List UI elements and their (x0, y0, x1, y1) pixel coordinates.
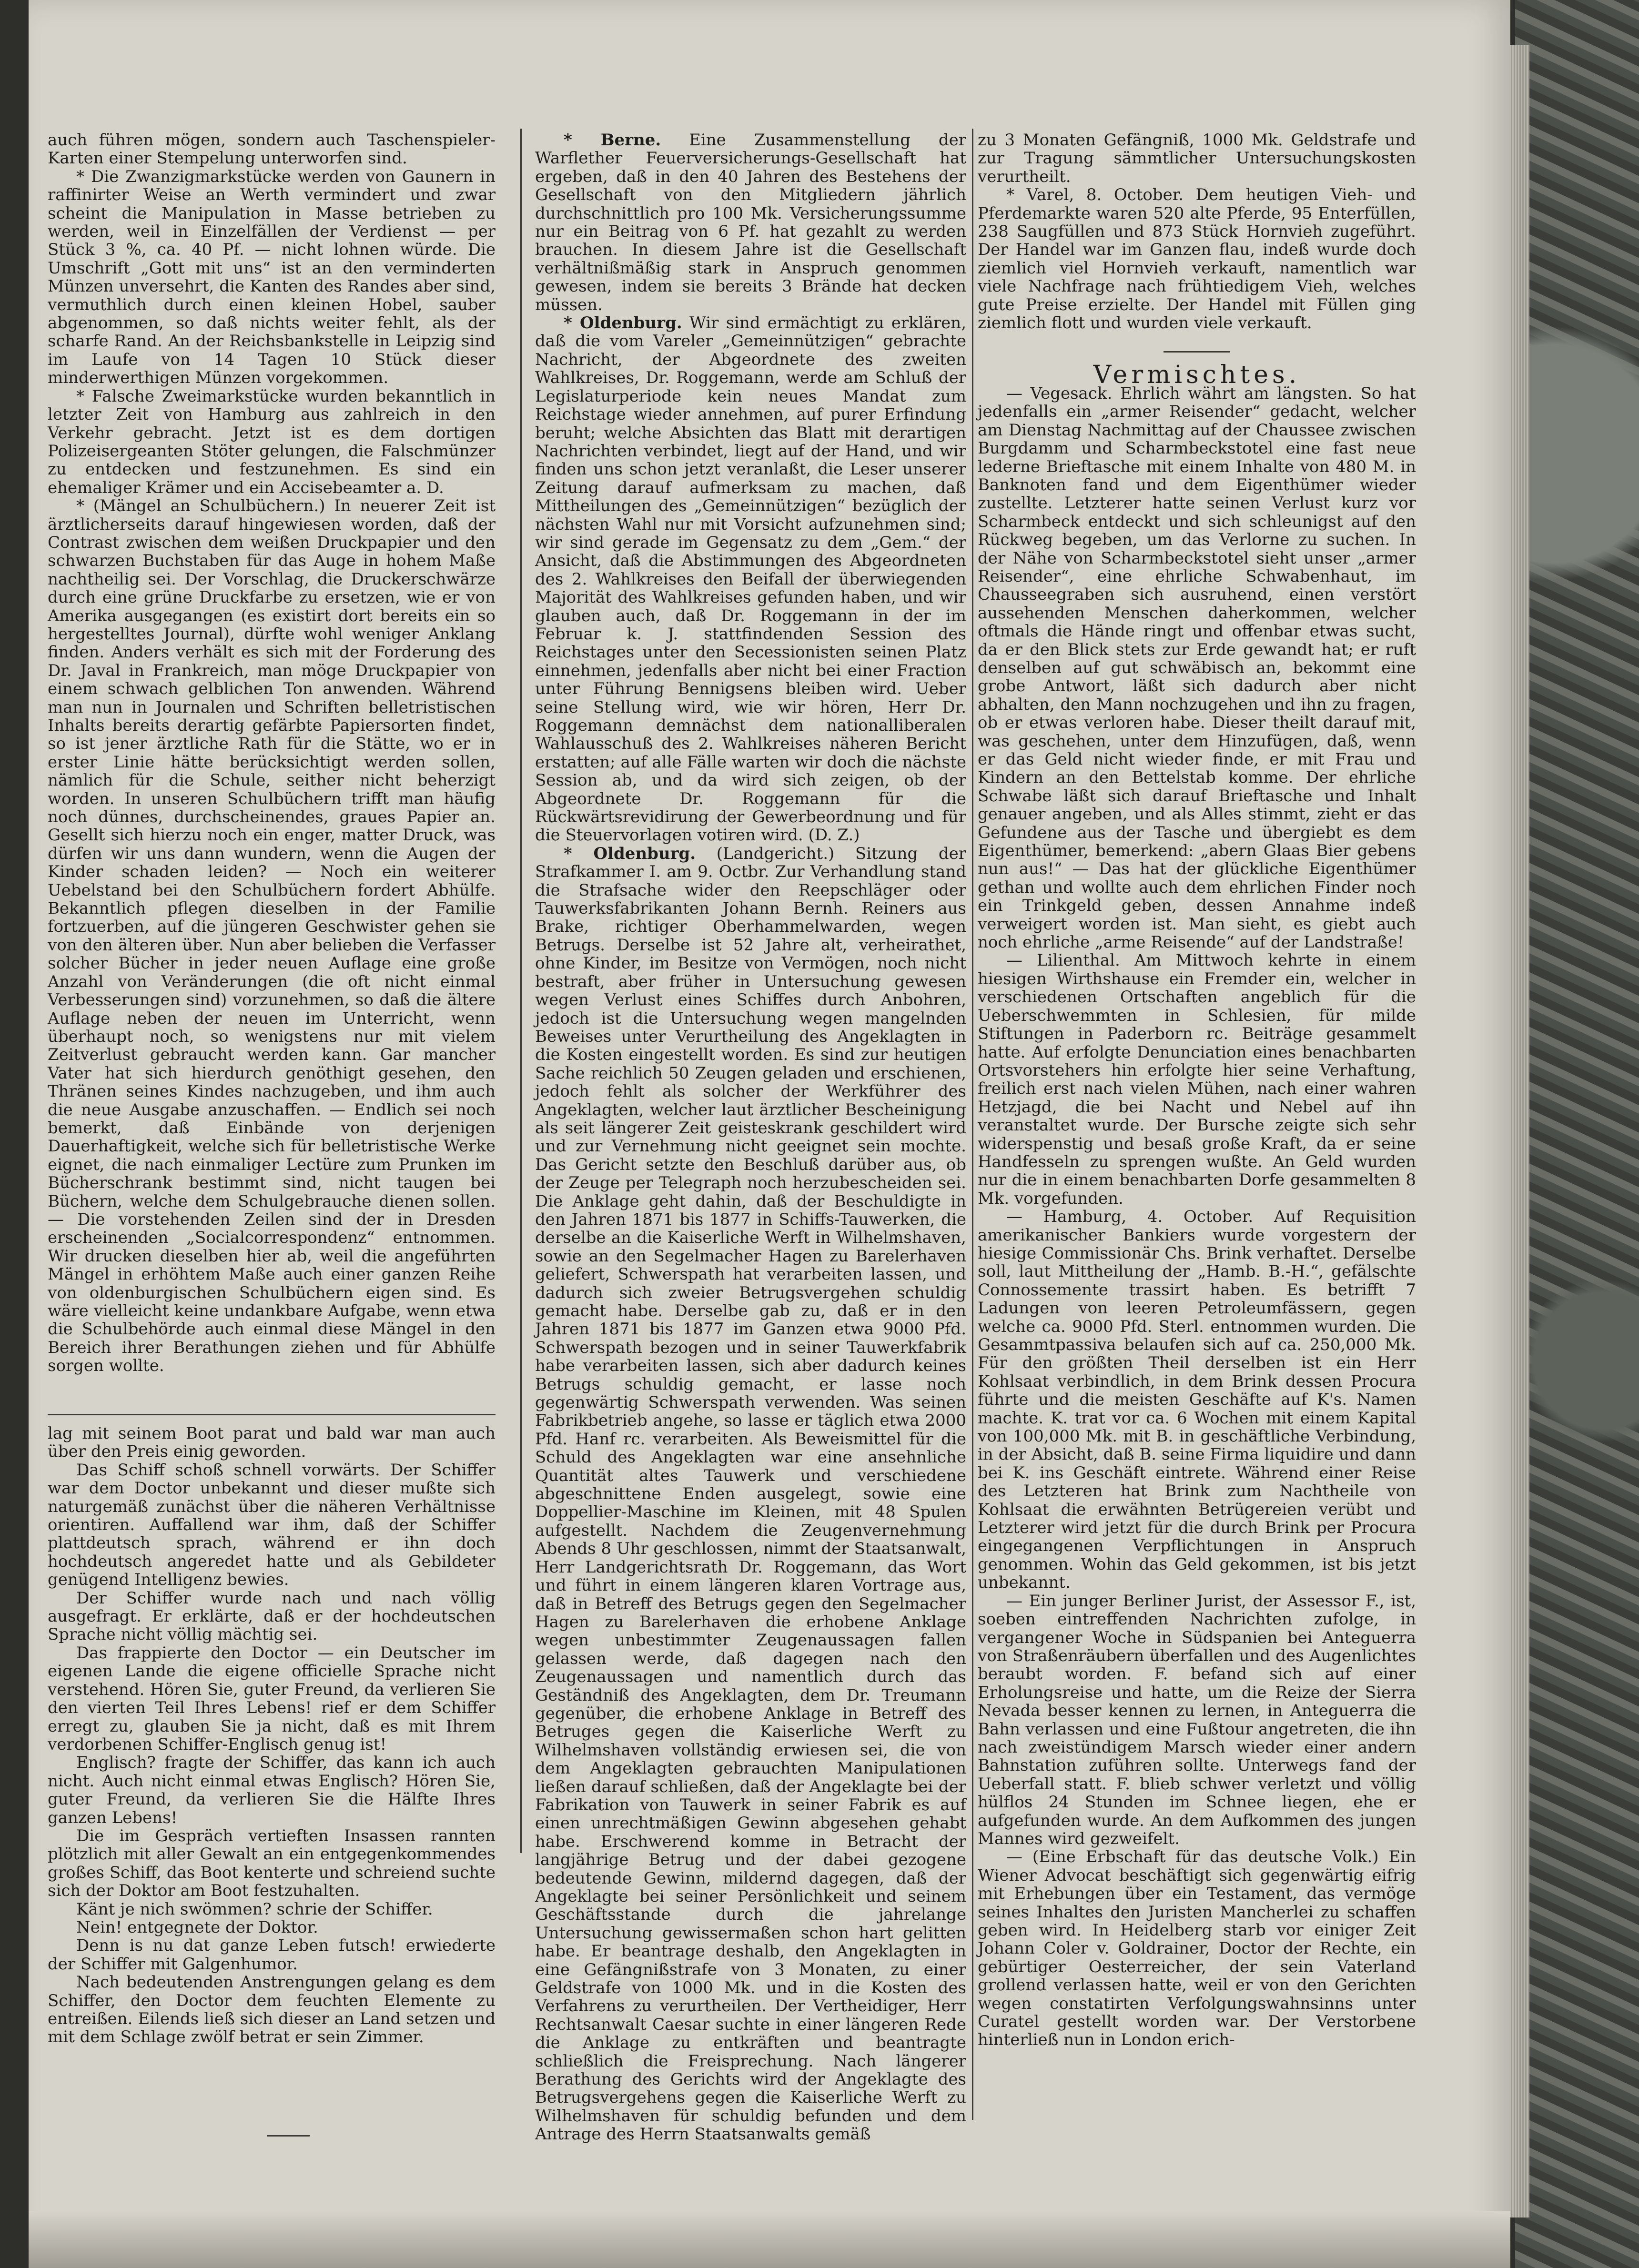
news-item-varel: * Varel, 8. October. Dem heutigen Vieh- und Pferdemarkte waren 520 alte Pferde, 95 Enterfüllen, 238 Saugfüllen und 873 Stück Hornvieh zugeführt. Der Handel war im Ganzen flau, indeß wurde doch ziemlich viel Hornvieh verkauft, namentlich war viele Nachfrage nach frühtiedigem Vieh, welches gute Preise erzielte. Der Handel mit Füllen ging ziemlich flott und wurden viele verkauft. (978, 185, 1416, 333)
news-item-erbschaft: — (Eine Erbschaft für das deutsche Volk.) Ein Wiener Advocat beschäftigt sich gegenwärtig eifrig mit Erhebungen über ein Testament, das vermöge seines Inhaltes den Juristen Mancherlei zu schaffen geben wird. In Heidelberg starb vor einiger Zeit Johann Coler v. Goldrainer, Doctor der Rechte, ein gebürtiger Oesterreicher, der sein Vaterland grollend verlassen hatte, weil er von den Gerichten wegen constatirten Verfolgungswahnsinns unter Curatel gestellt worden war. Der Verstorbene hinterließ nun in London erich- (978, 1847, 1416, 2050)
col3-paragraph: zu 3 Monaten Gefängniß, 1000 Mk. Geldstrafe und zur Tragung sämmtlicher Untersuchungskosten verurtheilt. (978, 131, 1416, 186)
story-paragraph: Känt je nich swömmen? schrie der Schiffer. (76, 1899, 433, 1919)
news-item-oldenburg-1 (535, 314, 966, 845)
end-rule (267, 2135, 310, 2137)
news-item-jurist: — Ein junger Berliner Jurist, der Assessor F., ist, soeben eintreffenden Nachrichten zufolge, in vergangener Woche in Südspanien bei Anteguerra von Straßenräubern überfallen und des Augenlichtes beraubt worden. F. befand sich auf einer Erholungsreise und hatte, um die Reize der Sierra Nevada besser kennen zu lernen, in Anteguerra die Bahn verlassen und eine Fußtour angetreten, die ihn nach zweistündigem Marsch wieder einer andern Bahnstation zuführen sollte. Unterwegs fand der Ueberfall statt. F. blieb schwer verletzt und völlig hülflos 24 Stunden im Schnee liegen, ehe er aufgefunden wurde. An dem Aufkommen des jungen Mannes wird gezweifelt. (978, 1591, 1416, 1848)
col1-paragraph: * Falsche Zweimarkstücke wurden bekanntlich in letzter Zeit von Hamburg aus zahlreich in den Verkehr gebracht. Jetzt ist es dem dortigen Polizeisergeanten Stöter gelungen, die Falschmünzer zu entdecken und festzunehmen. Es sind ein ehemaliger Krämer und ein Accisebeamter a. D. (48, 386, 496, 497)
column-3 (978, 131, 1416, 2049)
news-item-lilienthal: — Lilienthal. Am Mittwoch kehrte in einem hiesigen Wirthshause ein Fremder ein, welcher in verschiedenen Ortschaften angeblich für die Ueberschwemmten in Schlesien, für milde Stiftungen in Paderborn rc. Beiträge gesammelt hatte. Auf erfolgte Denunciation eines benachbarten Ortsvorstehers hin erfolgte hier seine Verhaftung, freilich erst nach vielen Mühen, nach einer wahren Hetzjagd, die bei Nacht und Nebel auf ihn veranstaltet wurde. Der Bursche zeigte sich sehr widerspenstig und besaß große Kraft, da er seine Handfesseln zu sprengen wußte. An Geld wurden nur die in einem benachbarten Dorfe gesammelten 8 Mk. vorgefunden. (978, 951, 1416, 1208)
news-text: Wir sind ermächtigt zu erklären, daß die vom Vareler „Gemeinnützigen“ gebrachte Nachricht, der Abgeordnete des zweiten Wahlkreises, Dr. Roggemann, werde am Schluß der Legislaturperiode kein neues Mandat zum Reichstage wieder annehmen, auf purer Erfindung beruht; welche Absichten das Blatt mit derartigen Nachrichten verbindet, liegt auf der Hand, und wir finden uns schon jetzt veranlaßt, die Leser unserer Zeitung darauf aufmerksam zu machen, daß Mittheilungen des „Gemeinnützigen“ bezüglich der nächsten Wahl nur mit Vorsicht aufzunehmen sind; wir sind gerade im Gegensatz zu dem „Gem.“ der Ansicht, daß die Abstimmungen des Abgeordneten des 2. Wahlkreises den Beifall der überwiegenden Majorität des Wahlkreises gefunden haben, und wir glauben auch, daß Dr. Roggemann in der im Februar k. J. stattfindenden Session des Reichstages unter den Secessionisten seinen Platz einnehmen, jedenfalls aber nicht bei einer Fraction unter Führung Bennigsens bleiben wird. Ueber seine Stellung wird, wie wir hören, Herr Dr. Roggemann demnächst dem nationalliberalen Wahlausschuß des 2. Wahlkreises näheren Bericht erstatten; auf alle Fälle warten wir doch die nächste Session ab, und da wird sich zeigen, ob der Abgeordnete Dr. Roggemann für die Rückwärtsrevidirung der Gewerbeordnung und für die Steuervorlagen votiren wird. (D. Z.) (535, 313, 967, 845)
section-divider (1163, 351, 1230, 353)
marbled-book-edge (1515, 0, 1639, 2268)
section-title: Vermischtes. (1093, 361, 1301, 390)
dateline: * Oldenburg. (564, 313, 682, 333)
news-text: (Landgericht.) Sitzung der Strafkammer I. am 9. Octbr. Zur Verhandlung stand die Strafsache wider den Reepschläger oder Tauwerksfabrikanten Johann Bernh. Reiners aus Brake, richtiger Oberhammelwarden, wegen Betrugs. Derselbe ist 52 Jahre alt, verheirathet, ohne Kinder, im Besitze von Vermögen, noch nicht bestraft, aber früher in Untersuchung gewesen wegen Verlust eines Schiffes durch Anbohren, jedoch ist die Untersuchung wegen mangelnden Beweises unter Verurtheilung des Angeklagten in die Kosten eingestellt worden. Es sind zur heutigen Sache reichlich 50 Zeugen geladen und erschienen, jedoch fehlt als solcher der Werkführer des Angeklagten, welcher laut ärztlicher Bescheinigung als seit längerer Zeit geisteskrank geschildert wird und zur Vernehmung nicht geeignet sein mochte. Das Gericht setzte den Beschluß darüber aus, ob der Zeuge per Telegraph noch herzubescheiden sei. Die Anklage geht dahin, daß der Beschuldigte in den Jahren 1871 bis 1877 in Schiffs-Tauwerken, die derselbe an die Kaiserliche Werft in Wilhelmshaven, sowie an den Segelmacher Hagen zu Barelerhaven geliefert, Schwerspath hat verarbeiten lassen, und dadurch sich zweier Betrugsvergehen schuldig gemacht habe. Derselbe gab zu, daß er in den Jahren 1871 bis 1877 im Ganzen etwa 9000 Pfd. Schwerspath bezogen und in seiner Tauwerkfabrik habe verarbeiten lassen, sich aber dadurch keines Betrugs schuldig gemacht, er lasse noch gegenwärtig Schwerspath verwenden. Was seinen Fabrikbetrieb angehe, so lasse er täglich etwa 2000 Pfd. Hanf rc. verarbeiten. Als Beweismittel für die Schuld des Angeklagten war eine ansehnliche Quantität altes Tauwerk und verschiedene abgeschnittene Enden ausgelegt, sowie eine Doppellier-Maschine im Kleinen, mit 48 Spulen aufgestellt. Nachdem die Zeugenvernehmung Abends 8 Uhr geschlossen, nimmt der Staatsanwalt, Herr Landgerichtsrath Dr. Roggemann, das Wort und führt in einem längeren klaren Vortrage aus, daß in Betreff des Betrugs gegen den Segelmacher Hagen zu Barelerhaven die erhobene Anklage wegen unbestimmter Zeugenaussagen fallen gelassen werde, daß dagegen nach den Zeugenaussagen und namentlich durch das Geständniß des Angeklagten, dem Dr. Treumann gegenüber, die erhobene Anklage in Betreff des Betruges gegen die Kaiserliche Werft zu Wilhelmshaven vollständig erwiesen sei, die von dem Angeklagten gebrauchten Manipulationen ließen darauf schließen, daß der Angeklagte bei der Fabrikation von Tauwerk in seiner Fabrik es auf einen unrechtmäßigen Gewinn abgesehen gehabt habe. Erschwerend komme in Betracht der langjährige Betrug und der dabei gezogene bedeutende Gewinn, mildernd dagegen, daß der Angeklagte bei seiner Persönlichkeit und seinem Geschäftsstande durch die jahrelange Untersuchung gewissermaßen schon hart gelitten habe. Er beantrage deshalb, den Angeklagten in eine Gefängnißstrafe von 3 Monaten, zu einer Geldstrafe von 1000 Mk. und in die Kosten des Verfahrens zu verurtheilen. Der Vertheidiger, Herr Rechtsanwalt Caesar suchte in einer längeren Rede die Anklage zu entkräften und beantragte schließlich die Freisprechung. Nach längerer Berathung des Gerichts wird der Angeklagte des Betrugsvergehens gegen die Kaiserliche Werft zu Wilhelmshaven für schuldig befunden und dem Antrage des Herrn Staatsanwalts gemäß (535, 844, 966, 2144)
story-paragraph: Nach bedeutenden Anstrengungen gelang es dem Schiffer, den Doctor dem feuchten Elemente zu entreißen. Eilends ließ sich dieser an Land setzen und mit dem Schlage zwölf betrat er sein Zimmer. (48, 1973, 496, 2047)
story-paragraph: Englisch? fragte der Schiffer, das kann ich auch nicht. Auch nicht einmal etwas Englisch? Hören Sie, guter Freund, da verlieren Sie die Hälfte Ihres ganzen Lebens! (48, 1753, 496, 1827)
column-1-story-continuation (48, 1424, 496, 2046)
news-item-vegesack: — Vegesack. Ehrlich währt am längsten. So hat jedenfalls ein „armer Reisender“ gedacht, welcher am Dienstag Nachmittag auf der Chaussee zwischen Burgdamm und Scharmbeckstotel eine fast neue lederne Brieftasche mit einem Inhalte von 480 M. in Banknoten fand und dem Eigenthümer wieder zustellte. Letzterer hatte seinen Verlust kurz vor Scharmbeck entdeckt und sich schleunigst auf den Rückweg begeben, um das Verlorne zu suchen. In der Nähe von Scharmbeckstotel sieht unser „armer Reisender“, eine ehrliche Schwabenhaut, im Chausseegraben sich ausruhend, einen verstört aussehenden Menschen daherkommen, welcher oftmals die Hände ringt und offenbar etwas sucht, da er den Blick stets zur Erde gewandt hat; er ruft denselben auf gut schwäbisch an, bekommt eine grobe Antwort, läßt sich dadurch aber nicht abhalten, den Mann nochzugehen und ihn zu fragen, ob er etwas verloren habe. Dieser theilt darauf mit, was geschehen, unter dem Hinzufügen, daß, wenn er das Geld nicht wieder finde, er mit Frau und Kindern an den Bettelstab komme. Der ehrliche Schwabe läßt sich darauf Brieftasche und Inhalt genauer angeben, und als Alles stimmt, zieht er das Gefundene aus der Tasche und übergiebt es dem Eigenthümer, bemerkend: „abern Glaas Bier gebens nun aus!“ — Das hat der glückliche Eigenthümer gethan und wollte auch dem ehrlichen Finder noch ein Trinkgeld geben, dessen Annahme indeß verweigert worden ist. Man sieht, es giebt auch noch ehrliche „arme Reisende“ auf der Landstraße! (978, 383, 1416, 952)
story-paragraph: Die im Gespräch vertieften Insassen rannten plötzlich mit aller Gewalt an ein entgegenkommendes großes Schiff, das Boot kenterte und schreiend suchte sich der Doktor am Boot festzuhalten. (48, 1826, 496, 1901)
dateline: * Oldenburg. (564, 844, 696, 863)
news-item-oldenburg-2 (535, 845, 966, 2144)
story-paragraph: Denn is nu dat ganze Leben futsch! erwiederte der Schiffer mit Galgenhumor. (48, 1936, 496, 1974)
news-item-berne (535, 131, 966, 314)
story-paragraph: Nein! entgegnete der Doktor. (76, 1917, 318, 1937)
story-paragraph: Das frappierte den Doctor — ein Deutscher im eigenen Lande die eigene officielle Sprache nicht verstehend. Hören Sie, guter Freund, da verlieren Sie den vierten Teil Ihres Lebens! rief er dem Schiffer erregt zu, glauben Sie ja nicht, daß es mit Ihrem verdorbenen Schiffer-Englisch genug ist! (48, 1643, 496, 1754)
column-2 (535, 131, 966, 2144)
column-1 (48, 131, 496, 1375)
col1-paragraph: * (Mängel an Schulbüchern.) In neuerer Zeit ist ärztlicherseits darauf hingewiesen worden, daß der Contrast zwischen dem weißen Druckpapier und den schwarzen Buchstaben für das Auge in hohem Maße nachtheilig sei. Der Vorschlag, die Druckerschwärze durch eine grüne Druckfarbe zu ersetzen, wie er von Amerika ausgegangen (es existirt dort bereits ein so hergestelltes Journal), dürfte wohl weniger Anklang finden. Anders verhält es sich mit der Forderung des Dr. Javal in Frankreich, man möge Druckpapier von einem schwach gelblichen Ton anwenden. Während man nun in Journalen und Schriften belletristischen Inhalts bereits derartig gefärbte Papiersorten findet, so ist jener ärztliche Rath für die Stätte, wo er in erster Linie hätte berücksichtigt werden sollen, nämlich für die Schule, seither nicht beherzigt worden. In unseren Schulbüchern trifft man häufig noch dünnes, durchscheinendes, graues Papier an. Gesellt sich hierzu noch ein enger, matter Druck, was dürfen wir uns dann wundern, wenn die Augen der Kinder schaden leiden? — Noch ein weiterer Uebelstand bei den Schulbüchern fordert Abhülfe. Bekanntlich pflegen dieselben in der Familie fortzuerben, auf die jüngeren Geschwister gehen sie von den älteren über. Nun aber belieben die Verfasser solcher Bücher in jeder neuen Auflage eine große Anzahl von Veränderungen (die oft nicht einmal Verbesserungen sind) vorzunehmen, so daß die ältere Auflage neben der neuen im Unterricht, wenn überhaupt noch, so wenigstens nur mit vielem Zeitverlust gebraucht werden kann. Gar mancher Vater hat sich hierdurch genöthigt gesehen, den Thränen seines Kindes nachzugeben, und ihm auch die neue Ausgabe anzuschaffen. — Endlich sei noch bemerkt, daß Einbände von derjenigen Dauerhaftigkeit, welche sich für belletristische Werke eignet, die nach einmaliger Lectüre zum Prunken im Bücherschrank bestimmt sind, nicht taugen bei Büchern, welche dem Schulgebrauche dienen sollen. — Die vorstehenden Zeilen sind der in Dresden erscheinenden „Socialcorrespondenz“ entnommen. Wir drucken dieselben hier ab, weil die angeführten Mängel in erhöhtem Maße auch einer ganzen Reihe von oldenburgischen Schulbüchern eigen sind. Es wäre vielleicht keine undankbare Aufgabe, wenn etwa die Schulbehörde auch einmal diese Mängel in den Bereich ihrer Berathungen ziehen und für Abhülfe sorgen wollte. (48, 496, 496, 1376)
column-rule-1 (520, 129, 522, 1853)
dateline: * Berne. (564, 131, 661, 150)
col1-paragraph: auch führen mögen, sondern auch Taschenspieler-Karten einer Stempelung unterworfen sind. (48, 131, 496, 168)
page-bottom-shadow (29, 2211, 1510, 2268)
story-paragraph: lag mit seinem Boot parat und bald war man auch über den Preis einig geworden. (48, 1424, 496, 1462)
story-paragraph: Der Schiffer wurde nach und nach völlig ausgefragt. Er erklärte, daß er der hochdeutschen Sprache nicht völlig mächtig sei. (48, 1588, 496, 1644)
story-paragraph: Das Schiff schoß schnell vorwärts. Der Schiffer war dem Doctor unbekannt und dieser mußte sich naturgemäß zunächst über die näheren Verhältnisse orientiren. Auffallend war ihm, daß der Schiffer plattdeutsch sprach, während er ihn doch hochdeutsch angeredet hatte und als Gebildeter genügend Intelligenz bewies. (48, 1460, 496, 1590)
col1-paragraph: * Die Zwanzigmarkstücke werden von Gaunern in raffinirter Weise an Werth vermindert und zwar scheint die Manipulation in Masse betrieben zu werden, weil in Einzelfällen der Verdienst — per Stück 3 %, ca. 40 Pf. — nicht lohnen würde. Die Umschrift „Gott mit uns“ ist an den verminderten Münzen unversehrt, die Kanten des Randes aber sind, vermuthlich durch einen kleinen Hobel, sauber abgenommen, so daß nichts weiter fehlt, als der scharfe Rand. An der Reichsbankstelle in Leipzig sind im Laufe von 14 Tagen 10 Stück dieser minderwerthigen Münzen vorgekommen. (48, 167, 496, 388)
news-text: Eine Zusammenstellung der Warflether Feuerversicherungs-Gesellschaft hat ergeben, daß in den 40 Jahren des Bestehens der Gesellschaft von den Mitgliedern jährlich durchschnittlich pro 100 Mk. Versicherungssumme nur ein Beitrag von 6 Pf. hat gezahlt zu werden brauchen. In diesem Jahre ist die Gesellschaft verhältnißmäßig stark in Anspruch genommen gewesen, indem sie bereits 3 Brände hat decken müssen. (535, 131, 967, 314)
column-1-break-rule (48, 1414, 496, 1415)
news-item-hamburg: — Hamburg, 4. October. Auf Requisition amerikanischer Bankiers wurde vorgestern der hiesige Commissionär Chs. Brink verhaftet. Derselbe soll, laut Mittheilung der „Hamb. B.-H.“, gefälschte Connossemente trassirt haben. Es betrifft 7 Ladungen von leeren Petroleumfässern, gegen welche ca. 9000 Pfd. Sterl. entnommen wurden. Die Gesammtpassiva belaufen sich auf ca. 250,000 Mk. Für den größten Theil derselben ist ein Herr Kohlsaat verbindlich, in dem Brink dessen Procura führte und die meisten Geschäfte auf K's. Namen machte. K. trat vor ca. 6 Wochen mit einem Kapital von 100,000 Mk. mit B. in geschäftliche Verbindung, in der Absicht, daß B. seine Firma liquidire und dann bei K. ins Geschäft eintrete. Während einer Reise des Letzteren hat Brink zum Nachtheile von Kohlsaat die erwähnten Betrügereien verübt und Letzterer wird jetzt für die durch Brink per Procura eingegangenen Verpflichtungen in Anspruch genommen. Wohin das Geld gekommen, ist bis jetzt unbekannt. (978, 1207, 1416, 1593)
column-rule-2 (972, 129, 973, 2120)
